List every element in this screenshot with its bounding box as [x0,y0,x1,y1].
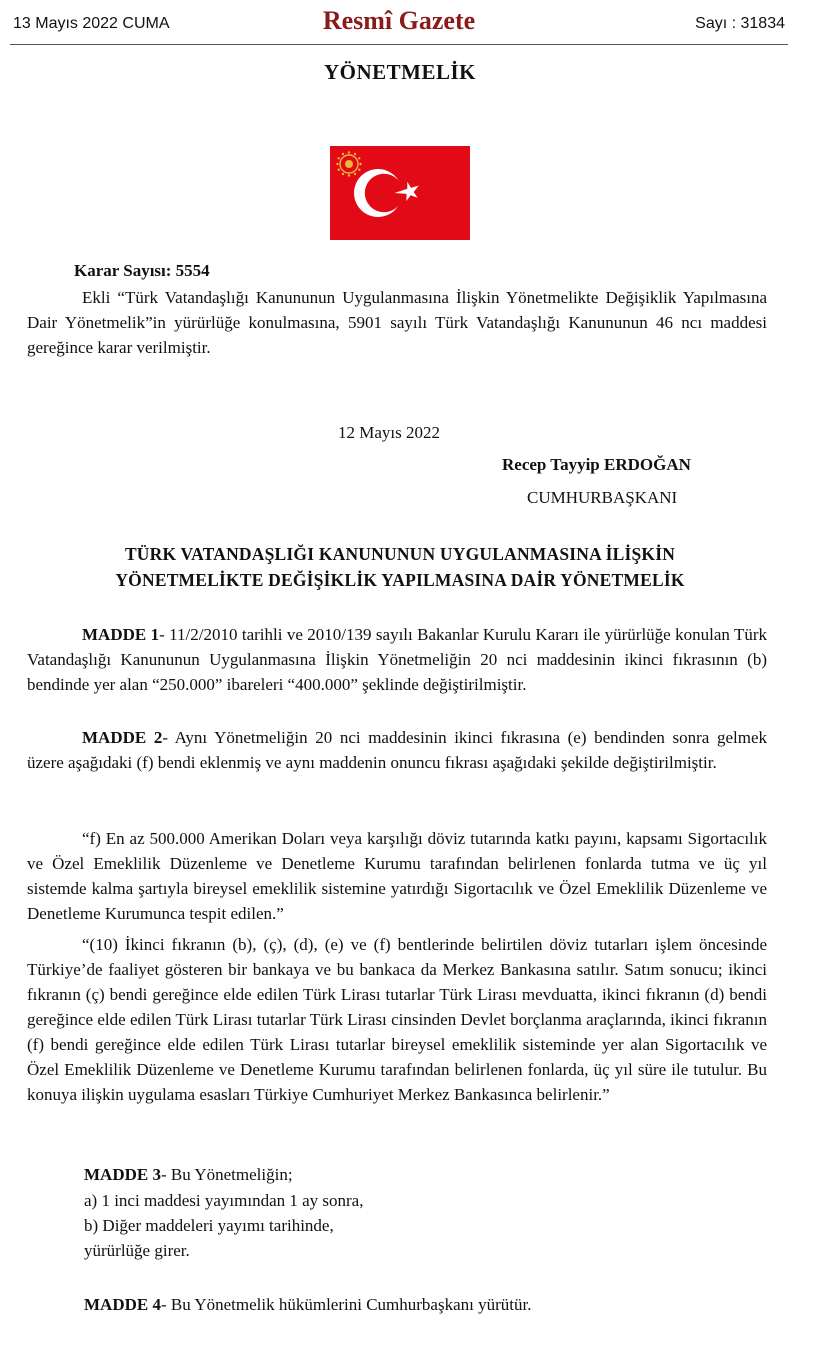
issue-date: 13 Mayıs 2022 CUMA [13,15,170,32]
article-3-closing: yürürlüğe girer. [84,1241,190,1260]
signer-name: Recep Tayyip ERDOĞAN [502,455,691,474]
article-4-label: MADDE 4 [84,1295,161,1314]
article-2-quote-10: “(10) İkinci fıkranın (b), (ç), (d), (e) ve (f) bentlerinde belirtilen döviz tutarları işlem öncesinde Türkiye’de faaliyet gösteren bir bankaya ve bu bankaca da Merkez Bankasına satılır. Satım sonucu; ikinci fıkranın (ç) bendi gereğince elde edilen Türk Lirası tutarlar Türk Lirası mevduatta, ikinci fıkranın (d) bendi gereğince elde edilen Türk Lirası tutarlar Türk Lirası cinsinden Devlet borçlanma araçlarında, ikinci fıkranın (f) bendi gereğince elde edilen Türk Lirası tutarlar bireysel emeklilik sisteminde yer alan Sigortacılık ve Özel Emeklilik Düzenleme ve Denetleme Kurumu tarafından belirlenen fonlarda, üç yıl süre ile tutulur. Bu konuya ilişkin uygulama esasları Türkiye Cumhuriyet Merkez Bankasınca belirlenir.” [27,935,767,1104]
article-2-text: - Aynı Yönetmeliğin 20 nci maddesinin ikinci fıkrasına (e) bendinden sonra gelmek üzere aşağıdaki (f) bendi eklenmiş ve aynı maddenin onuncu fıkrası aşağıdaki şekilde değiştirilmiştir. [27,728,768,772]
regulation-title [0,541,800,593]
article-1 [27,622,767,697]
article-4 [84,1292,531,1317]
article-2-label: MADDE 2 [82,728,163,747]
article-3-label: MADDE 3 [84,1165,161,1184]
issue-number: Sayı : 31834 [695,15,785,32]
signer-title: CUMHURBAŞKANI [527,488,678,507]
article-2 [27,725,767,775]
decision-number: Karar Sayısı: 5554 [74,261,210,280]
article-1-text: - 11/2/2010 tarihli ve 2010/139 sayılı Bakanlar Kurulu Kararı ile yürürlüğe konulan Türk Vatandaşlığı Kanununun Uygulanmasına İlişkin Yönetmeliğin 20 nci maddesinin ikinci fıkrasının (b) bendinde yer alan “250.000” ibareleri “400.000” şeklinde değiştirilmiştir. [27,625,767,694]
article-3-item-b: b) Diğer maddeleri yayımı tarihinde, [84,1216,334,1235]
gazette-title: Resmî Gazete [322,6,476,35]
article-4-text: - Bu Yönetmelik hükümlerini Cumhurbaşkanı yürütür. [160,1295,532,1314]
article-3-item-a: a) 1 inci maddesi yayımından 1 ay sonra, [84,1191,364,1210]
article-2-quote-f: “f) En az 500.000 Amerikan Doları veya karşılığı döviz tutarında katkı payını, kapsamı Sigortacılık ve Özel Emeklilik Düzenleme ve Denetleme Kurumu tarafından belirlenen fonlarda tutma ve üç yıl sistemde kalma şartıyla bireysel emeklilik sistemine yatırdığı Sigortacılık ve Özel Emeklilik Düzenleme ve Denetleme Kurumunca tespit edilen.” [27,829,767,923]
regulation-title-line-1: TÜRK VATANDAŞLIĞI KANUNUNUN UYGULANMASINA İLİŞKİN [124,544,676,564]
gazette-header [10,6,788,45]
decision-text: Ekli “Türk Vatandaşlığı Kanununun Uygulanmasına İlişkin Yönetmelikte Değişiklik Yapılmasına Dair Yönetmelik”in yürürlüğe konulmasına, 5901 sayılı Türk Vatandaşlığı Kanununun 46 ncı maddesi gereğince karar verilmiştir. [27,288,767,357]
article-3-text: - Bu Yönetmeliğin; [160,1165,293,1184]
document-type-heading: YÖNETMELİK [323,60,477,84]
regulation-title-line-2: YÖNETMELİKTE DEĞİŞİKLİK YAPILMASINA DAİR YÖNETMELİK [115,570,685,590]
decision-date: 12 Mayıs 2022 [338,423,440,442]
article-1-label: MADDE 1 [82,625,160,644]
presidential-flag-image [330,146,470,240]
article-3 [84,1162,293,1187]
